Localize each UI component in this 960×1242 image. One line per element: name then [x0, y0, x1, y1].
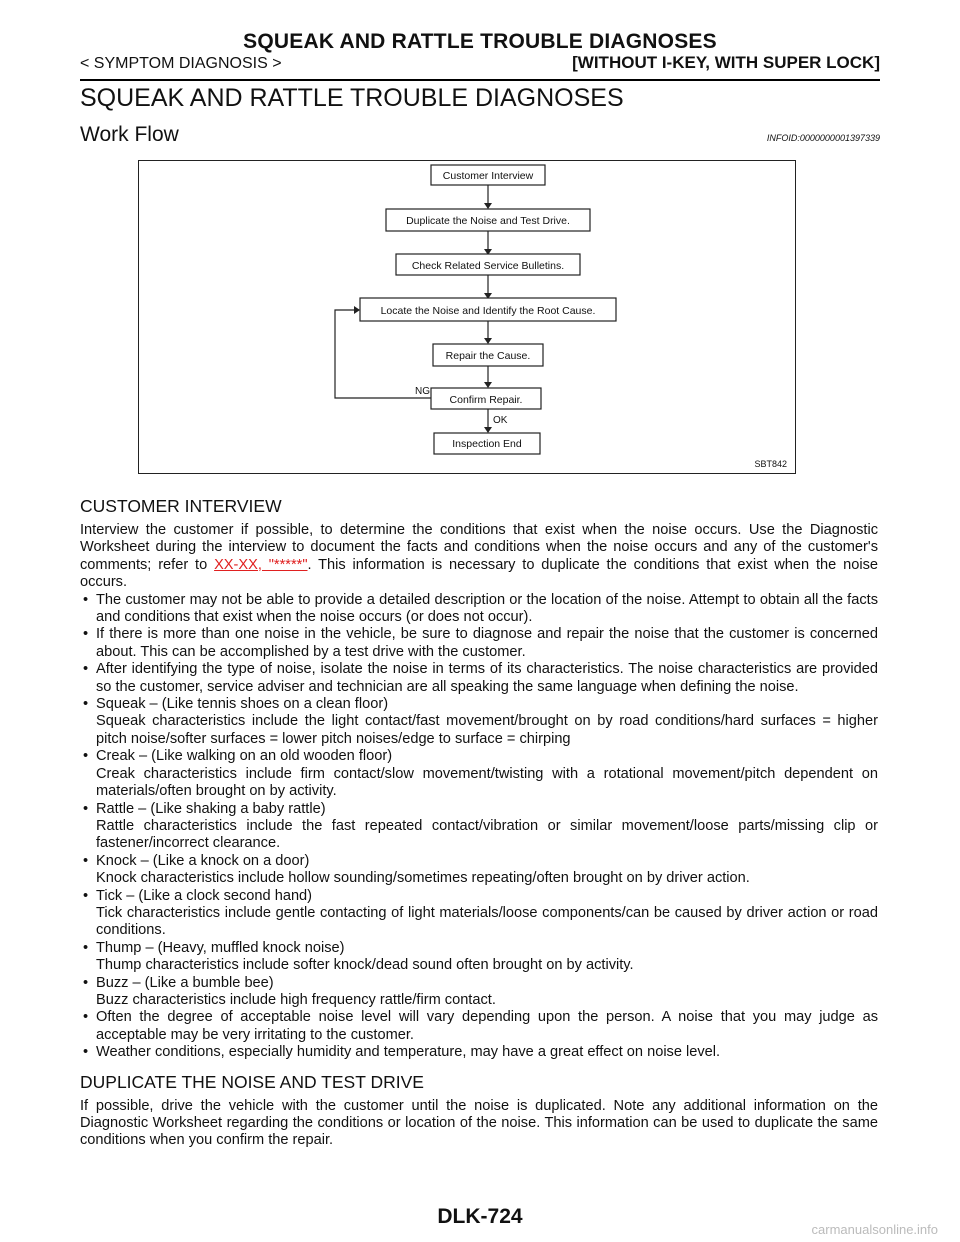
list-item	[80, 592, 878, 627]
interview-bullet-list	[80, 592, 878, 1062]
info-id: INFOID:0000000001397339	[766, 133, 880, 143]
list-item-text: Tick – (Like a clock second hand)	[96, 887, 313, 904]
body-content	[80, 496, 878, 1150]
step-label: Duplicate the Noise and Test Drive.	[406, 215, 570, 227]
worksheet-reference-link[interactable]: XX-XX, "*****"	[214, 556, 308, 573]
list-item	[80, 975, 878, 1010]
list-item-text: Often the degree of acceptable noise level will vary depending upon the person. A noise that you may judge as acceptable may be very irritating to the customer.	[96, 1009, 878, 1043]
list-item	[80, 853, 878, 888]
page-header	[80, 30, 880, 82]
list-item	[80, 661, 878, 696]
list-item-text: Weather conditions, especially humidity and temperature, may have a great effect on noise level.	[96, 1044, 721, 1061]
duplicate-noise-text: If possible, drive the vehicle with the customer until the noise is duplicated. Note any additional information on the Diagnostic Worksheet regarding the conditions or location of the noise. This information can be used to duplicate the same conditions when you confirm the repair.	[80, 1097, 878, 1149]
step-label: Repair the Cause.	[445, 350, 531, 362]
arrowhead-4	[484, 338, 492, 344]
list-item-text: Thump – (Heavy, muffled knock noise)	[96, 939, 345, 956]
watermark: carmanualsonline.info	[811, 1222, 938, 1237]
step-label: Locate the Noise and Identify the Root Cause.	[380, 305, 596, 317]
duplicate-noise-heading: DUPLICATE THE NOISE AND TEST DRIVE	[80, 1071, 424, 1092]
ng-loop	[335, 310, 431, 398]
ok-label: OK	[493, 415, 508, 426]
arrowhead-5	[484, 382, 492, 388]
list-item	[80, 1009, 878, 1044]
flowchart-diagram	[139, 161, 795, 473]
list-item-detail: Thump characteristics include softer knock/dead sound often brought on by activity.	[96, 957, 634, 974]
figure-id: SBT842	[754, 459, 787, 469]
ng-loop-arrowhead	[354, 306, 360, 314]
list-item	[80, 696, 878, 748]
list-item	[80, 888, 878, 940]
header-category: < SYMPTOM DIAGNOSIS >	[80, 55, 282, 72]
list-item-detail: Squeak characteristics include the light contact/fast movement/brought on by road conditions/hard surfaces = higher pitch noise/softer surfaces = lower pitch noises/edge to surface = chirping	[96, 713, 878, 747]
customer-interview-heading: CUSTOMER INTERVIEW	[80, 496, 282, 516]
list-item	[80, 748, 878, 800]
step-label: Inspection End	[452, 438, 522, 450]
step-label: Check Related Service Bulletins.	[411, 260, 565, 272]
list-item-detail: Creak characteristics include firm contact/slow movement/twisting with a rotational movement/pitch dependent on materials/often brought on by activity.	[96, 765, 878, 800]
arrowhead-6	[484, 427, 492, 433]
list-item-text: Creak – (Like walking on an old wooden floor)	[96, 748, 393, 765]
arrowhead-1	[484, 203, 492, 209]
list-item-text: If there is more than one noise in the vehicle, be sure to diagnose and repair the noise that the customer is concerned about. This can be accomplished by a test drive with the customer.	[96, 626, 878, 660]
list-item-detail: Tick characteristics include gentle contacting of light materials/loose components/can be caused by driver action or road conditions.	[96, 904, 878, 939]
list-item	[80, 801, 878, 853]
step-label: Customer Interview	[442, 170, 534, 182]
list-item-text: Rattle – (Like shaking a baby rattle)	[96, 800, 326, 817]
list-item-text: After identifying the type of noise, isolate the noise in terms of its characteristics. The noise characteristics are provided so the customer, service adviser and technician are all speaking the same language when defining the noise.	[96, 661, 878, 695]
subsection-title: Work Flow	[80, 123, 179, 146]
interview-intro	[80, 522, 878, 592]
header-variant: [WITHOUT I-KEY, WITH SUPER LOCK]	[572, 53, 880, 72]
header-title: SQUEAK AND RATTLE TROUBLE DIAGNOSES	[243, 30, 717, 53]
list-item	[80, 1044, 878, 1061]
ng-label: NG	[415, 386, 430, 397]
section-title: SQUEAK AND RATTLE TROUBLE DIAGNOSES	[80, 84, 624, 112]
intro-text: Interview the customer if possible, to determine the conditions that exist when the noise occurs. Use the Diagnostic Worksheet during the interview to document the facts and conditions when the noise occurs and any of the customer's comments; refer to	[80, 522, 878, 573]
list-item-text: The customer may not be able to provide a detailed description or the location of the noise. Attempt to obtain all the facts and conditions that exist when the noise occurs (or does not occur).	[96, 591, 878, 626]
list-item-text: Knock – (Like a knock on a door)	[96, 852, 310, 869]
header-rule	[80, 79, 880, 81]
list-item-detail: Knock characteristics include hollow sounding/sometimes repeating/often brought on by driver action.	[96, 870, 750, 887]
work-flow-figure	[138, 160, 796, 474]
page-number: DLK-724	[437, 1205, 523, 1228]
list-item	[80, 626, 878, 661]
list-item-text: Buzz – (Like a bumble bee)	[96, 974, 274, 991]
list-item	[80, 940, 878, 975]
step-label: Confirm Repair.	[449, 394, 523, 406]
list-item-detail: Buzz characteristics include high frequency rattle/firm contact.	[96, 991, 496, 1008]
list-item-detail: Rattle characteristics include the fast repeated contact/vibration or similar movement/loose parts/missing clip or fastener/incorrect clearance.	[96, 817, 878, 852]
list-item-text: Squeak – (Like tennis shoes on a clean floor)	[96, 696, 389, 713]
intro-text-end: . This information is necessary to duplicate the conditions that exist when the noise occurs.	[80, 556, 878, 591]
